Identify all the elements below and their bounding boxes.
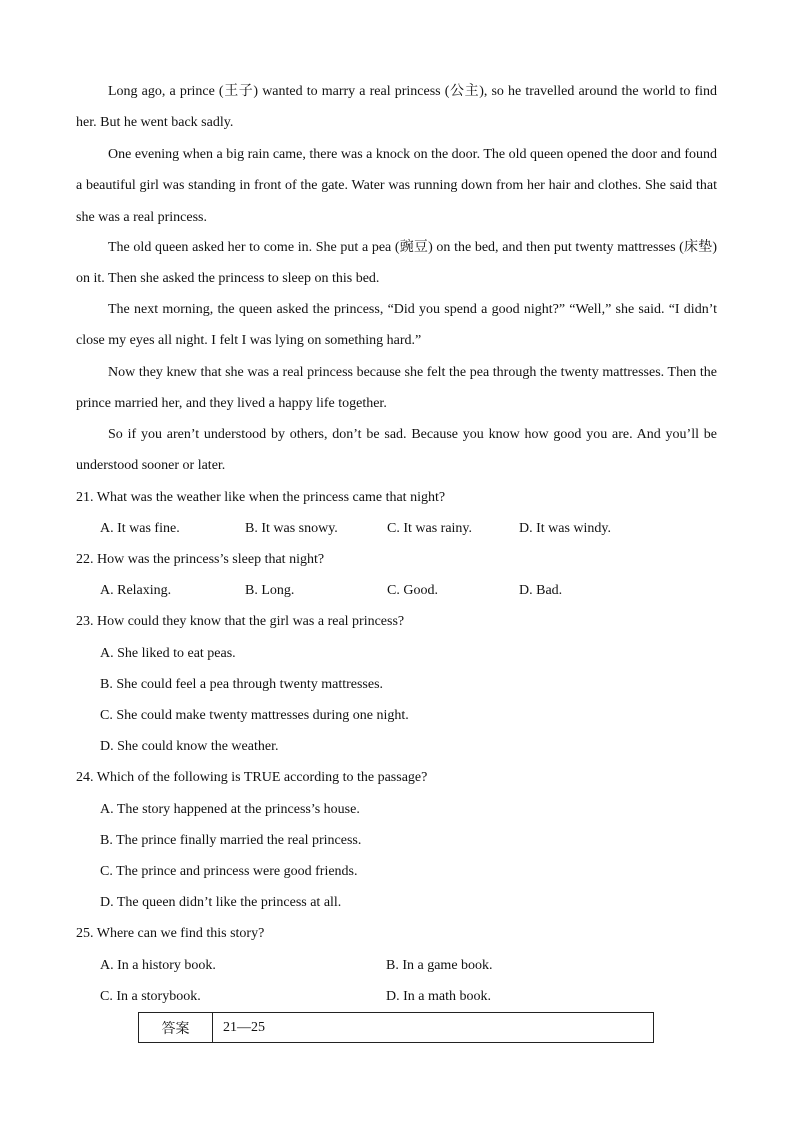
passage-paragraph-3: The old queen asked her to come in. She put a pea (豌豆) on the bed, and then put twenty mattresses (床垫) on it. Then she asked the princess to sleep on this bed. bbox=[76, 240, 717, 287]
question-21-option-d[interactable]: D. It was windy. bbox=[519, 521, 612, 536]
passage-paragraph-5: Now they knew that she was a real princess because she felt the pea through the twenty mattresses. Then the prince married her, and they lived a happy life together. bbox=[76, 365, 717, 412]
question-23-option-a[interactable]: A. She liked to eat peas. bbox=[100, 646, 236, 661]
question-24-stem: 24. Which of the following is TRUE according to the passage? bbox=[76, 770, 428, 785]
question-23-stem: 23. How could they know that the girl was a real princess? bbox=[76, 614, 405, 629]
question-23-option-c[interactable]: C. She could make twenty mattresses during one night. bbox=[100, 708, 409, 723]
question-21-stem: 21. What was the weather like when the princess came that night? bbox=[76, 490, 446, 505]
passage-paragraph-4: The next morning, the queen asked the princess, “Did you spend a good night?” “Well,” she said. “I didn’t close my eyes all night. I felt I was lying on something hard.” bbox=[76, 302, 717, 349]
question-25-stem: 25. Where can we find this story? bbox=[76, 926, 265, 941]
passage-paragraph-2: One evening when a big rain came, there was a knock on the door. The old queen opened the door and found a beautiful girl was standing in front of the gate. Water was running down from her hair and clothes. She said that she was a real princess. bbox=[76, 147, 717, 225]
question-23-option-d[interactable]: D. She could know the weather. bbox=[100, 739, 279, 754]
answer-field[interactable]: 21—25 bbox=[223, 1019, 265, 1035]
passage-paragraph-6: So if you aren’t understood by others, don’t be sad. Because you know how good you are. And you’ll be understood sooner or later. bbox=[76, 427, 717, 474]
answer-label: 答案 bbox=[139, 1013, 213, 1042]
question-22-option-a[interactable]: A. Relaxing. bbox=[100, 583, 172, 598]
passage-paragraph-1: Long ago, a prince (王子) wanted to marry a real princess (公主), so he travelled around the world to find her. But he went back sadly. bbox=[76, 84, 717, 131]
question-22-option-d[interactable]: D. Bad. bbox=[519, 583, 563, 598]
question-21-option-c[interactable]: C. It was rainy. bbox=[387, 521, 473, 536]
question-22-option-b[interactable]: B. Long. bbox=[245, 583, 295, 598]
question-21-option-a[interactable]: A. It was fine. bbox=[100, 521, 180, 536]
question-22-option-c[interactable]: C. Good. bbox=[387, 583, 438, 598]
question-25-option-c[interactable]: C. In a storybook. bbox=[100, 989, 201, 1004]
question-25-option-d[interactable]: D. In a math book. bbox=[386, 989, 491, 1004]
question-24-option-b[interactable]: B. The prince finally married the real princess. bbox=[100, 833, 362, 848]
question-24-option-d[interactable]: D. The queen didn’t like the princess at all. bbox=[100, 895, 342, 910]
question-25-option-a[interactable]: A. In a history book. bbox=[100, 958, 216, 973]
question-23-option-b[interactable]: B. She could feel a pea through twenty mattresses. bbox=[100, 677, 384, 692]
question-25-option-b[interactable]: B. In a game book. bbox=[386, 958, 493, 973]
question-22-stem: 22. How was the princess’s sleep that night? bbox=[76, 552, 325, 567]
question-24-option-a[interactable]: A. The story happened at the princess’s house. bbox=[100, 802, 360, 817]
answer-box bbox=[138, 1012, 654, 1043]
question-21-option-b[interactable]: B. It was snowy. bbox=[245, 521, 338, 536]
question-24-option-c[interactable]: C. The prince and princess were good friends. bbox=[100, 864, 358, 879]
